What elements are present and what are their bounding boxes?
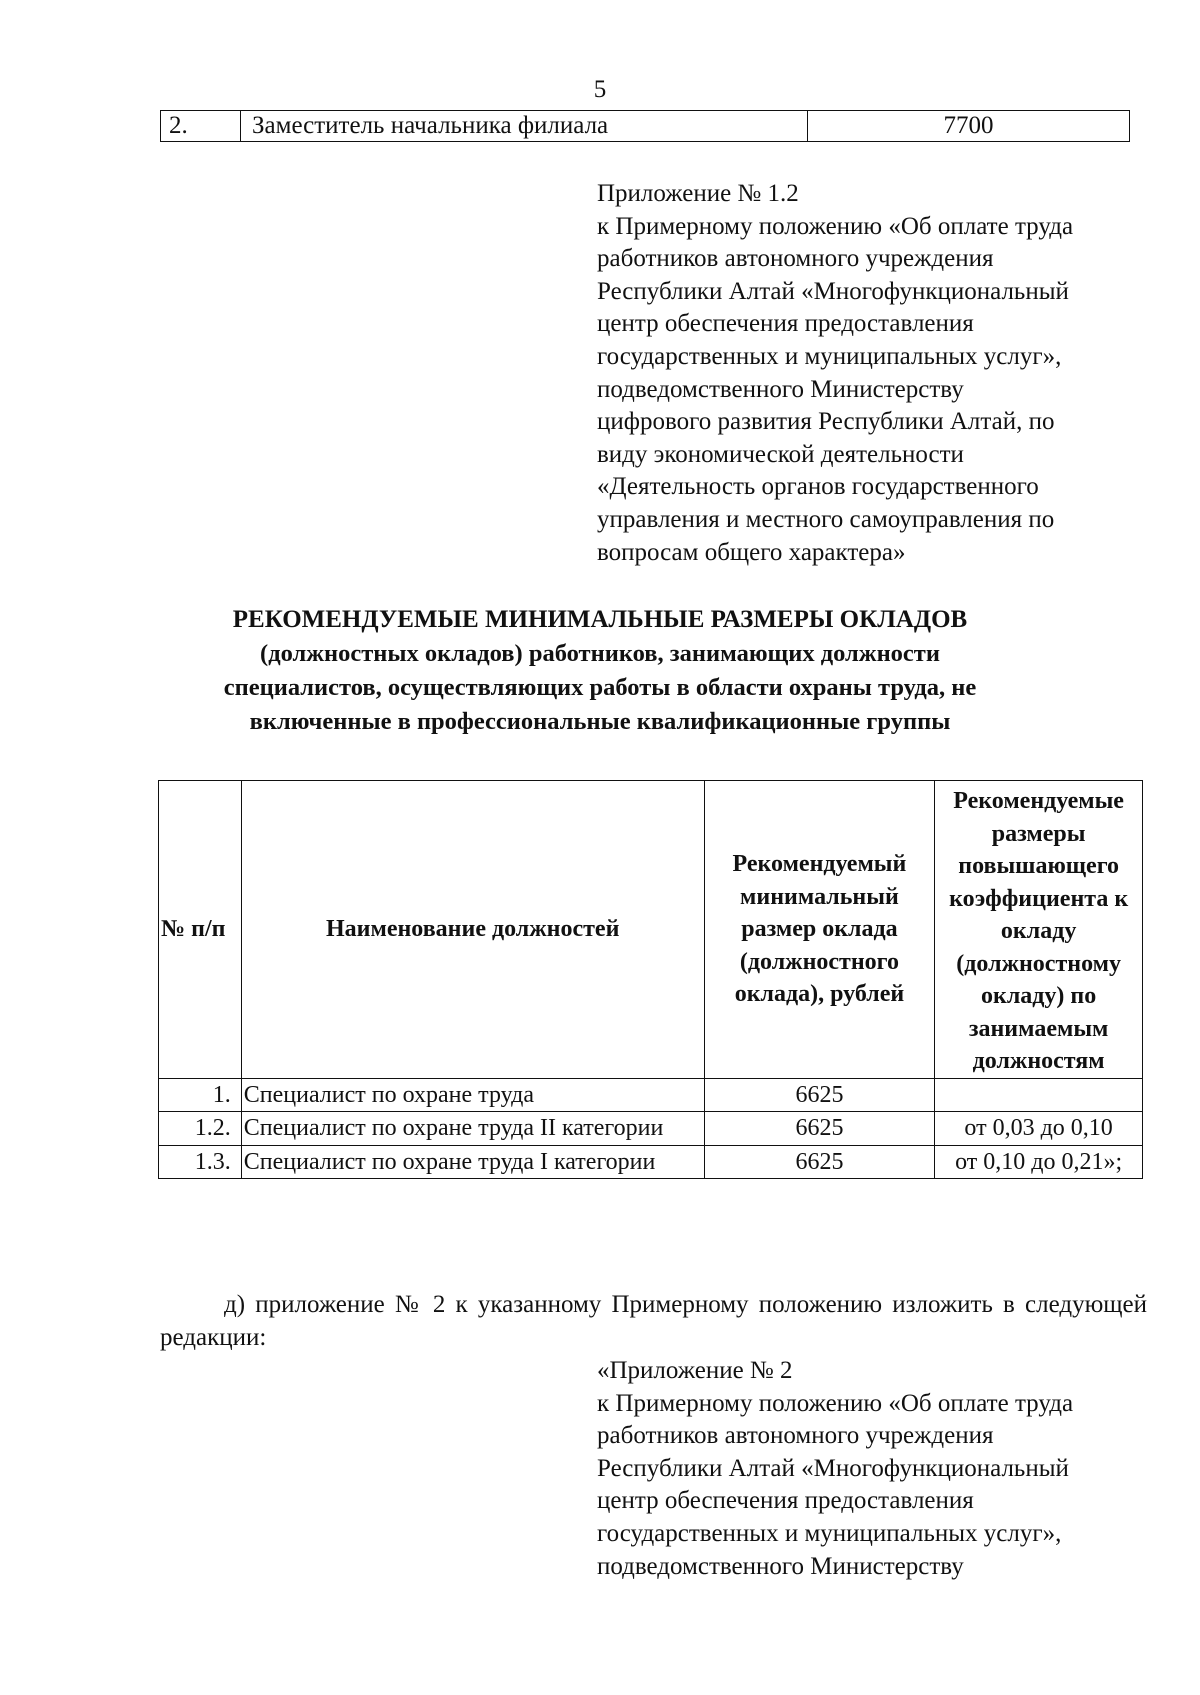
row-number: 1.3.: [159, 1145, 242, 1179]
appendix-line: виду экономической деятельности: [597, 440, 964, 468]
table-row: [159, 1145, 1143, 1179]
header-coefficient: Рекомендуемые размеры повышающего коэффициента к окладу (должностному окладу) по занимаемым должностям: [935, 781, 1143, 1079]
position-name: Заместитель начальника филиала: [241, 111, 808, 142]
coefficient-value: от 0,10 до 0,21»;: [935, 1145, 1143, 1179]
appendix-line: государственных и муниципальных услуг»,: [597, 1519, 1062, 1547]
salary-value: 6625: [704, 1078, 935, 1112]
salary-table: [158, 780, 1143, 1179]
salary-value: 6625: [704, 1145, 935, 1179]
row-number: 1.: [159, 1078, 242, 1112]
coefficient-value: от 0,03 до 0,10: [935, 1112, 1143, 1146]
salary-value: 6625: [704, 1112, 935, 1146]
row-number: 2.: [161, 111, 241, 142]
appendix-note: [597, 1355, 1157, 1583]
row-number: 1.2.: [159, 1112, 242, 1146]
appendix-note: [597, 178, 1157, 569]
appendix-line: Приложение № 1.2: [597, 180, 799, 207]
position-name: Специалист по охране труда: [241, 1078, 704, 1112]
appendix-line: подведомственного Министерству: [597, 1552, 964, 1580]
appendix-line: к Примерному положению «Об оплате труда: [597, 1389, 1074, 1417]
appendix-line: работников автономного учреждения: [597, 1422, 994, 1450]
appendix-line: цифрового развития Республики Алтай, по: [597, 408, 1055, 436]
table-row: [161, 111, 1130, 142]
appendix-line: работников автономного учреждения: [597, 245, 994, 273]
section-heading: [0, 603, 1200, 739]
table-header-row: [159, 781, 1143, 1079]
appendix-line: Республики Алтай «Многофункциональный: [597, 1454, 1069, 1482]
appendix-line: вопросам общего характера»: [597, 538, 906, 566]
position-name: Специалист по охране труда I категории: [241, 1145, 704, 1179]
appendix-line: «Деятельность органов государственного: [597, 473, 1039, 501]
appendix-line: «Приложение № 2: [597, 1357, 793, 1384]
appendix-line: государственных и муниципальных услуг»,: [597, 342, 1062, 370]
appendix-line: подведомственного Министерству: [597, 375, 964, 403]
body-paragraph: [160, 1288, 1147, 1354]
heading-subtitle-line: (должностных окладов) работников, занимающих должности: [260, 640, 940, 667]
header-num: № п/п: [159, 781, 242, 1079]
heading-title: РЕКОМЕНДУЕМЫЕ МИНИМАЛЬНЫЕ РАЗМЕРЫ ОКЛАДОВ: [232, 606, 968, 633]
heading-subtitle-line: включенные в профессиональные квалификационные группы: [249, 708, 951, 735]
appendix-line: Республики Алтай «Многофункциональный: [597, 277, 1069, 305]
page-number: 5: [593, 76, 607, 103]
heading-subtitle-line: специалистов, осуществляющих работы в области охраны труда, не: [223, 674, 977, 701]
table-row: [159, 1078, 1143, 1112]
appendix-line: управления и местного самоуправления по: [597, 505, 1055, 533]
position-name: Специалист по охране труда II категории: [241, 1112, 704, 1146]
table-row: [159, 1112, 1143, 1146]
top-table: [160, 110, 1130, 142]
appendix-line: к Примерному положению «Об оплате труда: [597, 212, 1074, 240]
salary-value: 7700: [808, 111, 1130, 142]
appendix-line: центр обеспечения предоставления: [597, 1487, 974, 1515]
appendix-line: центр обеспечения предоставления: [597, 310, 974, 338]
paragraph-text: д) приложение № 2 к указанному Примерному положению изложить в следующей редакции:: [160, 1291, 1147, 1351]
header-salary: Рекомендуемый минимальный размер оклада (должностного оклада), рублей: [704, 781, 935, 1079]
header-name: Наименование должностей: [241, 781, 704, 1079]
coefficient-value: [935, 1078, 1143, 1112]
